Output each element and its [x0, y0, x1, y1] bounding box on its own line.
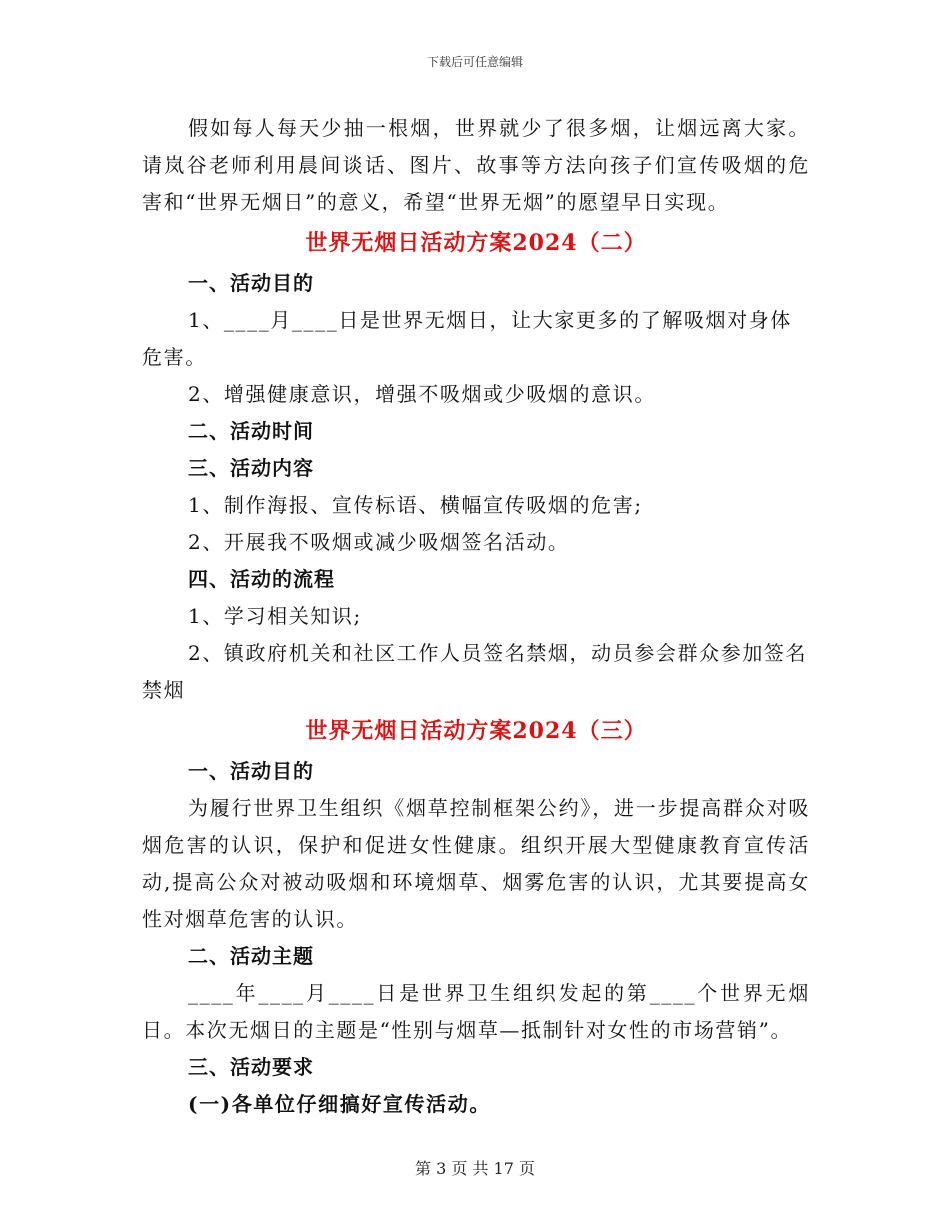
s2-purpose-item-1: 1、____月____日是世界无烟日，让大家更多的了解吸烟对身体危害。	[142, 308, 792, 369]
s2-process-item-2: 2、镇政府机关和社区工作人员签名禁烟，动员参会群众参加签名禁烟	[142, 641, 808, 702]
s2-heading-content: 三、活动内容	[188, 456, 314, 480]
s3-heading-theme: 二、活动主题	[188, 944, 314, 968]
s2-process-item-1: 1、学习相关知识;	[188, 604, 362, 628]
s3-purpose-paragraph: 为履行世界卫生组织《烟草控制框架公约》，进一步提高群众对吸烟危害的认识，保护和促进女性健康。组织开展大型健康教育宣传活动,提高公众对被动吸烟和环境烟草、烟雾危害的认识，尤其要提高女性对烟草危害的认识。	[142, 796, 810, 931]
s2-content-item-2: 2、开展我不吸烟或减少吸烟签名活动。	[188, 530, 570, 554]
s3-heading-purpose: 一、活动目的	[188, 759, 314, 783]
s2-content-item-1: 1、制作海报、宣传标语、横幅宣传吸烟的危害;	[188, 493, 643, 517]
page-header: 下载后可任意编辑	[426, 55, 523, 69]
s2-heading-time: 二、活动时间	[188, 419, 314, 443]
s2-purpose-item-2: 2、增强健康意识，增强不吸烟或少吸烟的意识。	[188, 382, 656, 406]
intro-paragraph: 假如每人每天少抽一根烟，世界就少了很多烟，让烟远离大家。请岚谷老师利用晨间谈话、图片、故事等方法向孩子们宣传吸烟的危害和“世界无烟日”的意义，希望“世界无烟”的愿望早日实现。	[142, 116, 810, 214]
s2-heading-purpose: 一、活动目的	[188, 271, 314, 295]
section-3-title: 世界无烟日活动方案2024（三）	[305, 718, 647, 744]
page-footer: 第 3 页 共 17 页	[415, 1159, 535, 1178]
s3-theme-paragraph: ____年____月____日是世界卫生组织发起的第____个世界无烟日。本次无烟日的主题是“性别与烟草—抵制针对女性的市场营销”。	[142, 981, 810, 1042]
s3-requirement-1: (一)各单位仔细搞好宣传活动。	[188, 1092, 491, 1116]
s2-heading-process: 四、活动的流程	[188, 567, 335, 591]
s3-heading-requirements: 三、活动要求	[188, 1055, 314, 1079]
document-body	[142, 110, 810, 1123]
section-2-title: 世界无烟日活动方案2024（二）	[305, 230, 647, 256]
